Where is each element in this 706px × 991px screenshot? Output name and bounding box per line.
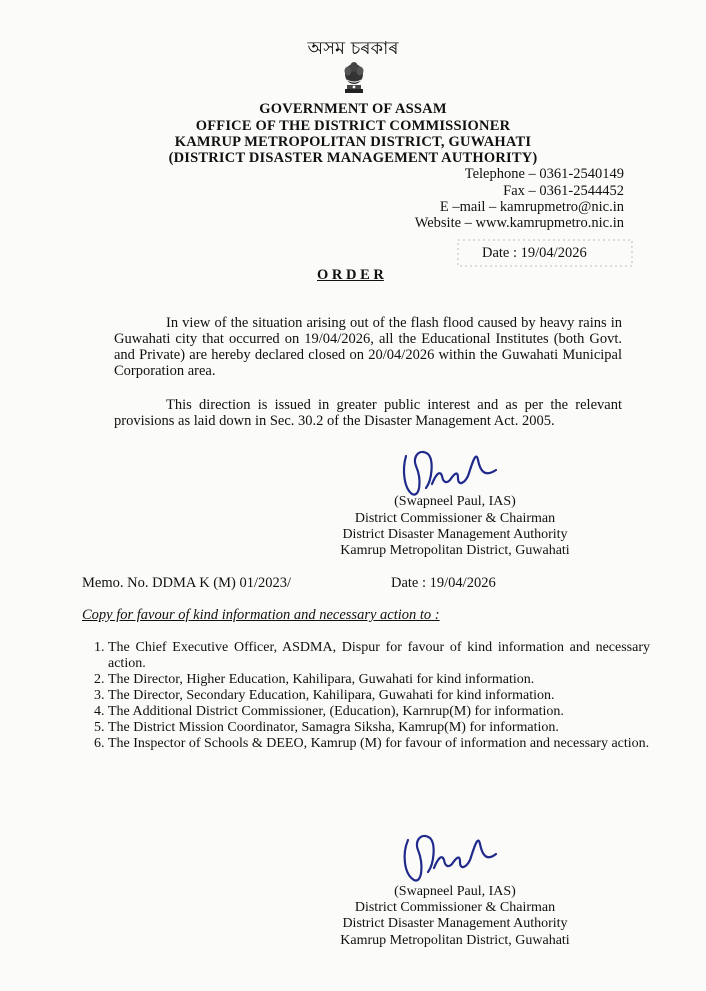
fax: Fax – 0361-2544452 [503,183,624,199]
list-item: 6. The Inspector of Schools & DEEO, Kamrup (M) for favour of information and necessary action. [108,736,650,752]
signatory-designation-1a: District Commissioner & Chairman [354,511,556,526]
order-date: Date : 19/04/2026 [482,245,587,261]
signatory-name-2: (Swapneel Paul, IAS) [394,884,516,899]
telephone: Telephone – 0361-2540149 [464,166,624,182]
signatory-designation-2c: Kamrup Metropolitan District, Guwahati [340,933,570,948]
order-title: O R D E R [317,267,384,283]
signature-2 [392,822,512,888]
memo-number: Memo. No. DDMA K (M) 01/2023/ [82,575,292,591]
signatory-designation-1c: Kamrup Metropolitan District, Guwahati [340,543,570,558]
list-item: 2. The Director, Higher Education, Kahilipara, Guwahati for kind information. [108,672,650,688]
signatory-designation-2a: District Commissioner & Chairman [354,900,556,915]
website: Website – www.kamrupmetro.nic.in [414,215,624,231]
memo-date: Date : 19/04/2026 [391,575,496,591]
signatory-designation-1b: District Disaster Management Authority [342,527,568,542]
header-office: OFFICE OF THE DISTRICT COMMISSIONER [195,118,511,134]
signature-1 [392,440,512,502]
list-item: 5. The District Mission Coordinator, Samagra Siksha, Kamrup(M) for information. [108,720,650,736]
signatory-designation-2b: District Disaster Management Authority [342,916,568,931]
paragraph-2: This direction is issued in greater public interest and as per the relevant provisions as laid down in Sec. 30.2 of the Disaster Management Act. 2005. [114,397,622,429]
list-item: 1. The Chief Executive Officer, ASDMA, Dispur for favour of kind information and necessary action. [108,640,650,672]
header-government: GOVERNMENT OF ASSAM [259,101,447,117]
state-emblem-icon [339,56,369,96]
list-item: 3. The Director, Secondary Education, Kahilipara, Guwahati for kind information. [108,688,650,704]
header-authority: (DISTRICT DISASTER MANAGEMENT AUTHORITY) [168,150,538,166]
signatory-name-1: (Swapneel Paul, IAS) [394,494,516,509]
copy-heading: Copy for favour of kind information and necessary action to : [82,607,440,623]
copy-list [82,640,650,752]
assamese-title: অসম চৰকাৰ [307,38,399,59]
list-item: 4. The Additional District Commissioner, (Education), Karnrup(M) for information. [108,704,650,720]
email: E –mail – kamrupmetro@nic.in [439,199,624,215]
paragraph-1: In view of the situation arising out of the flash flood caused by heavy rains in Guwahati city that occurred on 19/04/2026, all the Educational Institutes (both Govt. and Private) are hereby declared closed on 20/04/2026 within the Guwahati Municipal Corporation area. [114,315,622,379]
header-district: KAMRUP METROPOLITAN DISTRICT, GUWAHATI [174,134,532,150]
